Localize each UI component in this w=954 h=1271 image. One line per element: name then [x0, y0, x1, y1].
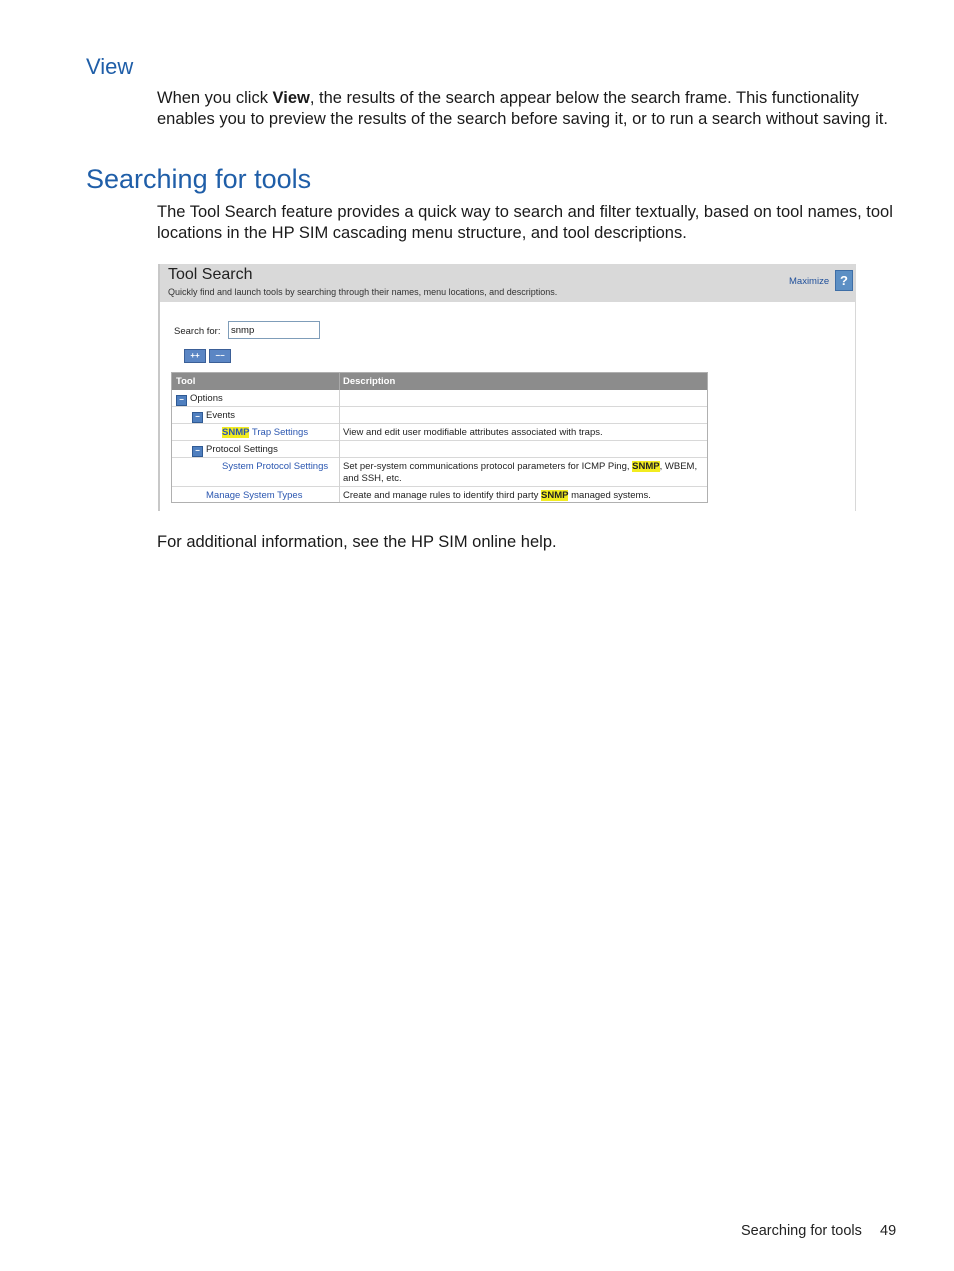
results-header	[172, 373, 707, 390]
column-divider	[339, 390, 340, 502]
row-description	[343, 490, 703, 502]
tool-search-subtitle: Quickly find and launch tools by searching through their names, menu locations, and descriptions.	[168, 287, 558, 297]
tool-search-header	[160, 264, 855, 302]
maximize-link[interactable]: Maximize	[789, 276, 830, 287]
footer-section-title: Searching for tools	[741, 1223, 862, 1239]
table-row	[172, 441, 707, 458]
table-row	[172, 487, 707, 502]
searching-heading: Searching for tools	[86, 164, 312, 194]
search-label: Search for:	[174, 326, 221, 337]
desc-text: Create and manage rules to identify third party	[343, 490, 542, 501]
tree-node-options[interactable]: Options	[190, 393, 223, 404]
tool-search-screenshot	[158, 264, 856, 511]
view-heading: View	[86, 54, 134, 79]
collapse-all-button[interactable]: −−	[209, 349, 231, 363]
view-text-before: When you click	[157, 89, 273, 107]
search-highlight: SNMP	[541, 490, 569, 501]
closing-paragraph: For additional information, see the HP SIM online help.	[157, 533, 557, 551]
row-description	[343, 461, 703, 485]
table-row	[172, 458, 707, 487]
view-paragraph	[157, 88, 897, 130]
link-label: Trap Settings	[249, 427, 309, 438]
collapse-icon[interactable]: −	[192, 412, 203, 423]
page-number: 49	[880, 1223, 897, 1239]
expand-all-button[interactable]: ++	[184, 349, 206, 363]
system-protocol-settings-link[interactable]: System Protocol Settings	[222, 461, 329, 472]
view-bold-term: View	[272, 89, 310, 107]
search-input[interactable]	[228, 321, 320, 339]
search-highlight: SNMP	[222, 427, 250, 438]
desc-text: Set per-system communications protocol parameters for ICMP Ping,	[343, 461, 633, 472]
searching-intro: The Tool Search feature provides a quick way to search and filter textually, based on tool names, tool locations in the HP SIM cascading menu structure, and tool descriptions.	[157, 203, 893, 242]
tree-node-events[interactable]: Events	[206, 410, 236, 421]
search-highlight: SNMP	[632, 461, 660, 472]
header-divider	[339, 373, 340, 390]
collapse-icon[interactable]: −	[176, 395, 187, 406]
collapse-icon[interactable]: −	[192, 446, 203, 457]
column-description-header: Description	[343, 376, 396, 387]
desc-text: , WBEM, and SSH, etc.	[343, 461, 698, 484]
table-row	[172, 407, 707, 424]
column-tool-header: Tool	[176, 376, 196, 387]
table-row	[172, 424, 707, 441]
manage-system-types-link[interactable]: Manage System Types	[206, 490, 303, 501]
view-text-after: , the results of the search appear below the search frame. This functionality enables you to preview the results of the search before saving it, or to run a search without saving it.	[157, 89, 888, 128]
table-row	[172, 390, 707, 407]
help-icon[interactable]: ?	[835, 270, 853, 291]
desc-text: managed systems.	[568, 490, 651, 501]
results-table	[171, 372, 708, 503]
tree-node-protocol-settings[interactable]: Protocol Settings	[206, 444, 278, 455]
snmp-trap-settings-link[interactable]	[222, 427, 308, 438]
tool-search-title: Tool Search	[168, 266, 253, 283]
row-description: View and edit user modifiable attributes associated with traps.	[343, 427, 603, 438]
